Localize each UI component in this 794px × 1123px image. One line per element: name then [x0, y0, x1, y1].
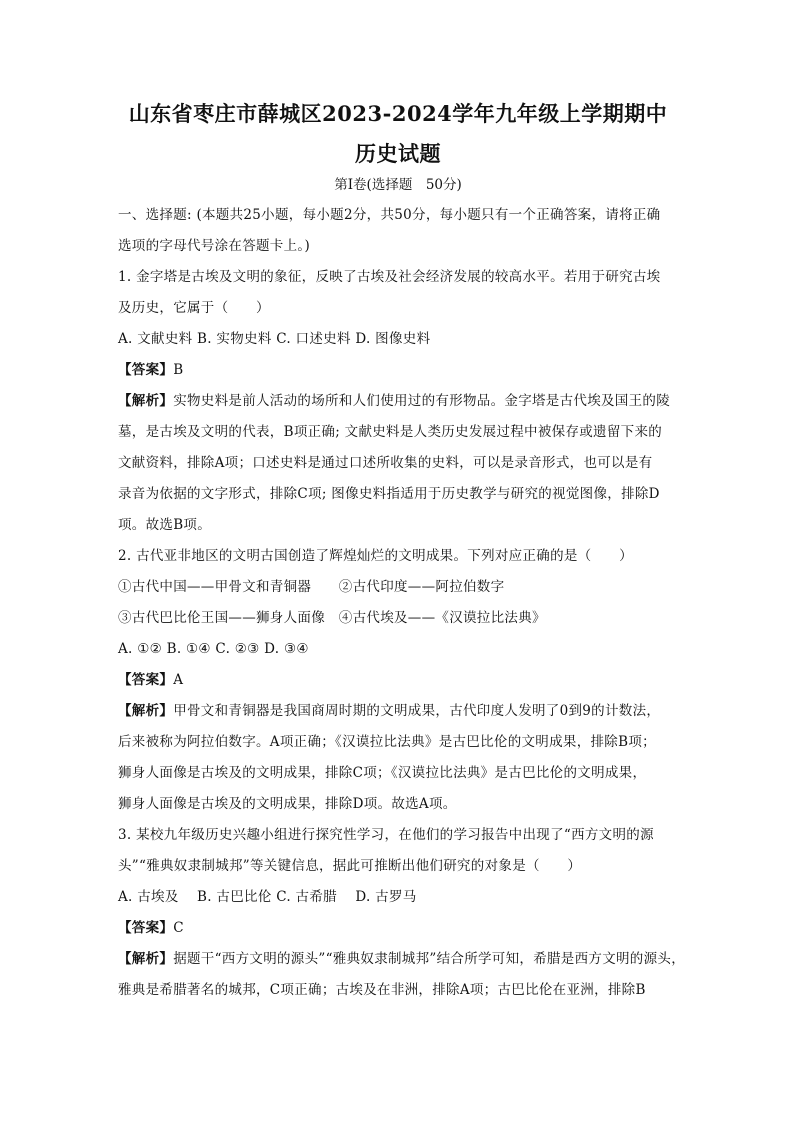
answer-value: A — [173, 672, 184, 688]
answer-value: C — [173, 920, 184, 936]
question-stem: 1. 金字塔是古埃及文明的象征，反映了古埃及社会经济发展的较高水平。若用于研究古埃 — [118, 269, 661, 285]
question-options: A. 古埃及 B. 古巴比伦 C. 古希腊 D. 古罗马 — [118, 889, 417, 905]
question-stem: 3. 某校九年级历史兴趣小组进行探究性学习，在他们的学习报告中出现了“西方文明的源 — [118, 827, 654, 843]
analysis-text: 后来被称为阿拉伯数字。A项正确；《汉谟拉比法典》是古巴比伦的文明成果，排除B项； — [118, 734, 656, 750]
answer-value: B — [173, 362, 184, 378]
question-3 — [118, 820, 686, 1006]
question-stem: 2. 古代亚非地区的文明古国创造了辉煌灿烂的文明成果。下列对应正确的是（ ） — [118, 548, 633, 564]
question-1 — [118, 262, 678, 541]
analysis-text: 文献资料，排除A项；口述史料是通过口述所收集的史料，可以是录音形式，也可以是有 — [118, 455, 653, 471]
answer-label: 【答案】 — [118, 362, 174, 378]
section-heading: 第I卷(选择题 50分) — [334, 177, 462, 193]
analysis-text: 项。故选B项。 — [118, 517, 212, 533]
exam-title: 山东省枣庄市薛城区2023-2024学年九年级上学期期中 — [128, 101, 668, 126]
analysis-label: 【解析】 — [118, 703, 174, 719]
analysis-text: 墓，是古埃及文明的代表，B项正确; 文献史料是人类历史发展过程中被保存或遗留下来的 — [118, 424, 663, 440]
question-options: A. ①② B. ①④ C. ②③ D. ③④ — [118, 641, 309, 657]
analysis-line — [118, 944, 686, 975]
analysis-text: 实物史料是前人活动的场所和人们使用过的有形物品。金字塔是古代埃及国王的陵 — [173, 393, 671, 409]
analysis-line — [118, 386, 678, 417]
question-2 — [118, 541, 678, 820]
analysis-text: 狮身人面像是古埃及的文明成果，排除C项；《汉谟拉比法典》是古巴比伦的文明成果， — [118, 765, 647, 781]
exam-page — [118, 100, 686, 1006]
answer-label: 【答案】 — [118, 920, 174, 936]
question-stem: 头”“雅典奴隶制城邦”等关键信息，据此可推断出他们研究的对象是（ ） — [118, 858, 582, 874]
analysis-text: 录音为依据的文字形式，排除C项; 图像史料指适用于历史教学与研究的视觉图像，排除D — [118, 486, 660, 502]
question-stem: 及历史，它属于（ ） — [118, 300, 270, 316]
question-options: A. 文献史料 B. 实物史料 C. 口述史料 D. 图像史料 — [118, 331, 431, 347]
answer-label: 【答案】 — [118, 672, 174, 688]
analysis-text: 甲骨文和青铜器是我国商周时期的文明成果，古代印度人发明了0到9的计数法， — [173, 703, 661, 719]
instruction-line: 选项的字母代号涂在答题卡上。) — [118, 238, 311, 254]
analysis-text: 据题干“西方文明的源头”“雅典奴隶制城邦”结合所学可知，希腊是西方文明的源头， — [173, 951, 686, 967]
question-stem: ③古代巴比伦王国——狮身人面像 ④古代埃及——《汉谟拉比法典》 — [118, 610, 546, 626]
instructions — [118, 200, 678, 262]
analysis-text: 雅典是希腊著名的城邦，C项正确；古埃及在非洲，排除A项；古巴比伦在亚洲，排除B — [118, 982, 646, 998]
answer-line — [118, 913, 678, 944]
analysis-label: 【解析】 — [118, 393, 174, 409]
instruction-line: 一、选择题: (本题共25小题，每小题2分，共50分，每小题只有一个正确答案，请将正确 — [118, 207, 661, 223]
answer-line — [118, 665, 678, 696]
analysis-label: 【解析】 — [118, 951, 174, 967]
question-stem: ①古代中国——甲骨文和青铜器 ②古代印度——阿拉伯数字 — [118, 579, 505, 595]
answer-line — [118, 355, 678, 386]
analysis-line — [118, 696, 678, 727]
exam-subject: 历史试题 — [355, 141, 441, 166]
analysis-text: 狮身人面像是古埃及的文明成果，排除D项。故选A项。 — [118, 796, 457, 812]
